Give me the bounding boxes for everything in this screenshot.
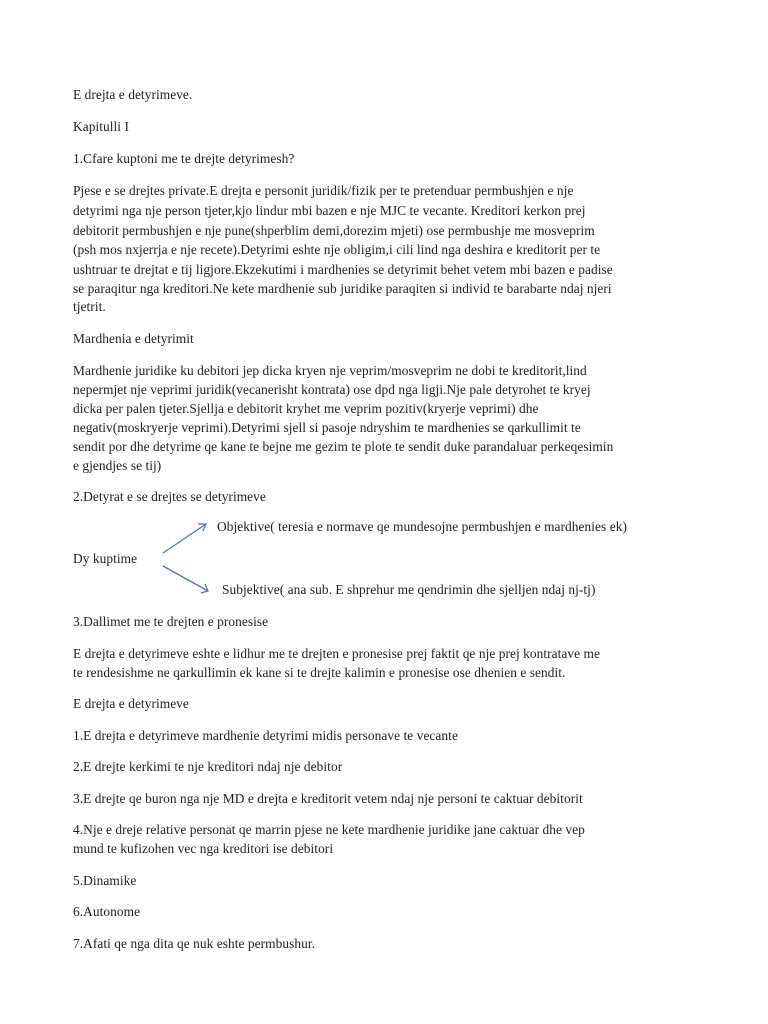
list-item: 6.Autonome xyxy=(73,904,141,919)
section-heading-mardhenia: Mardhenia e detyrimit xyxy=(73,331,194,346)
list-item: 7.Afati qe nga dita qe nuk eshte permbushur. xyxy=(73,936,316,951)
paragraph-3-line: E drejta e detyrimeve eshte e lidhur me te drejten e pronesise prej faktit qe nje prej kontratave me xyxy=(73,646,601,661)
question-2: 2.Detyrat e se drejtes se detyrimeve xyxy=(73,489,266,504)
list-item: 4.Nje e dreje relative personat qe marrin pjese ne kete mardhenie juridike jane caktuar dhe vep xyxy=(73,822,585,837)
arrow-up xyxy=(163,524,206,553)
question-1: 1.Cfare kuptoni me te drejte detyrimesh? xyxy=(73,151,295,166)
list-item: 3.E drejte qe buron nga nje MD e drejta e kreditorit vetem ndaj nje personi te caktuar debitorit xyxy=(73,791,583,806)
question-3: 3.Dallimet me te drejten e pronesise xyxy=(73,614,269,629)
paragraph-2-line: e gjendjes se tij) xyxy=(73,458,162,473)
paragraph-1-line: debitorit permbushjen e nje pune(shperblim demi,dorezim mjeti) ose permbushje me mosveprim xyxy=(73,223,595,238)
chapter-heading: Kapitulli I xyxy=(73,119,129,134)
paragraph-2-line: dicka per palen tjeter.Sjellja e debitorit kryhet me veprim pozitiv(kryerje veprimi) dhe xyxy=(73,401,539,416)
section-heading-detyrimeve: E drejta e detyrimeve xyxy=(73,696,189,711)
paragraph-1-line: tjetrit. xyxy=(73,299,106,314)
list-item: 1.E drejta e detyrimeve mardhenie detyrimi midis personave te vecante xyxy=(73,728,458,743)
paragraph-2-line: Mardhenie juridike ku debitori jep dicka kryen nje veprim/mosveprim ne dobi te kreditorit,lind xyxy=(73,363,587,378)
paragraph-2-line: negativ(moskryerje veprimi).Detyrimi sjell si pasoje ndryshim te mardhenies se qarkullimit te xyxy=(73,420,581,435)
paragraph-1-line: (psh mos nxjerrja e nje recete).Detyrimi eshte nje obligim,i cili lind nga deshira e kreditorit per te xyxy=(73,242,601,257)
diagram-upper-label: Objektive( teresia e normave qe mundesojne permbushjen e mardhenies ek) xyxy=(217,519,627,534)
diagram-lower-label: Subjektive( ana sub. E shprehur me qendrimin dhe sjelljen ndaj nj-tj) xyxy=(222,582,596,597)
paragraph-2-line: nepermjet nje veprimi juridik(vecanerisht kontrata) ose dpd nga ligji.Nje pale detyrohet te kryej xyxy=(73,382,591,397)
paragraph-1-line: Pjese e se drejtes private.E drejta e personit juridik/fizik per te pretenduar permbushjen e nje xyxy=(73,183,574,198)
list-item: 5.Dinamike xyxy=(73,873,137,888)
paragraph-3-line: te rendesishme ne qarkullimin ek kane si te drejte kalimin e pronesise ose dhenien e sendit. xyxy=(73,665,566,680)
arrow-down xyxy=(163,566,208,593)
document-title: E drejta e detyrimeve. xyxy=(73,87,193,102)
paragraph-2-line: sendit por dhe detyrime qe kane te bejne me gezim te plote te sendit duke parandaluar perkeqesimin xyxy=(73,439,614,454)
paragraph-1-line: se paraqitur nga kreditori.Ne kete mardhenie sub juridike paraqiten si individ te barabarte ndaj njeri xyxy=(73,281,612,296)
paragraph-1-line: detyrimi nga nje person tjeter,kjo lindur mbi bazen e nje MJC te vecante. Kreditori kerkon prej xyxy=(73,203,586,218)
diagram-root-label: Dy kuptime xyxy=(73,551,138,566)
paragraph-1-line: ushtruar te drejtat e tij ligjore.Ekzekutimi i mardhenies se detyrimit behet vetem mbi bazen e padise xyxy=(73,262,613,277)
list-item: 2.E drejte kerkimi te nje kreditori ndaj nje debitor xyxy=(73,759,343,774)
list-item-continuation: mund te kufizohen vec nga kreditori ise debitori xyxy=(73,841,334,856)
